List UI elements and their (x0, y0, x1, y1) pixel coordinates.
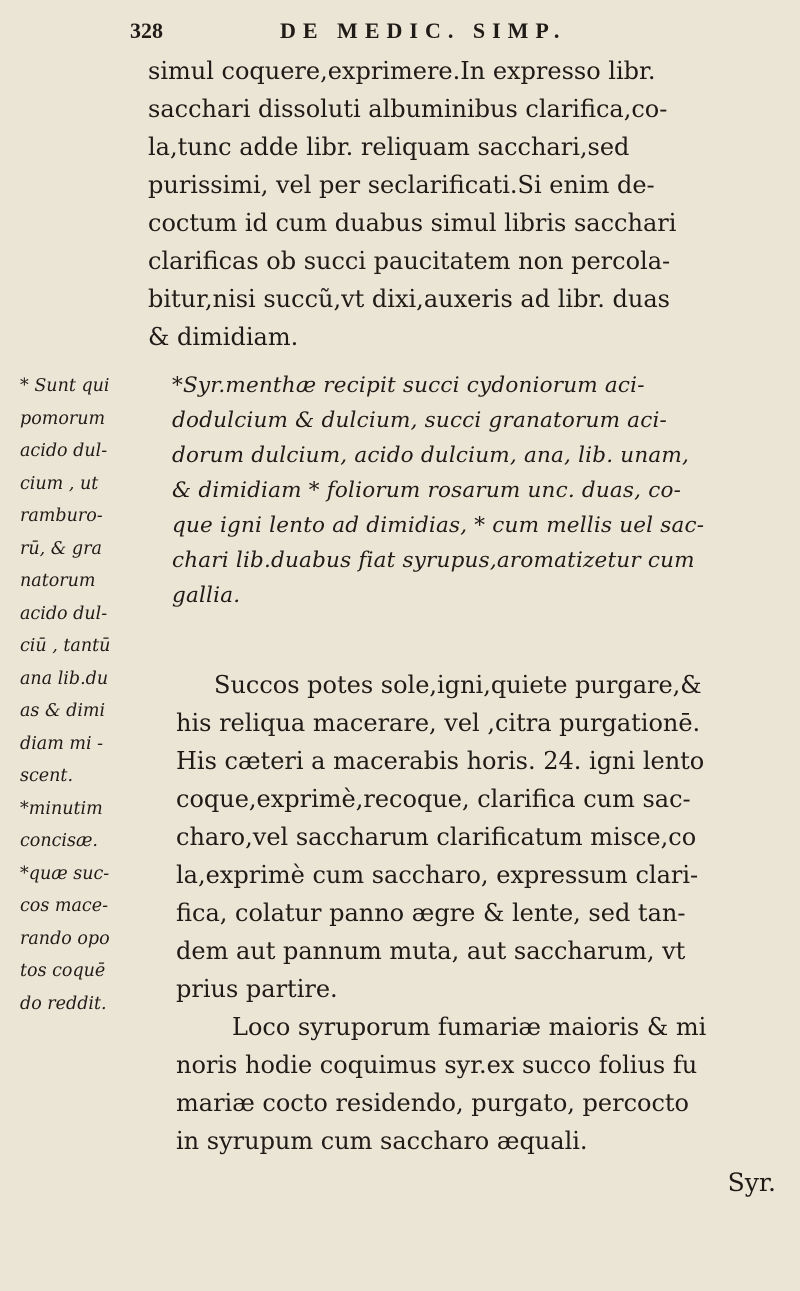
margin-note-line: acido dul- (20, 441, 108, 461)
text-line: in syrupum cum saccharo æquali. (176, 1127, 588, 1155)
paragraph-3 (176, 1008, 776, 1160)
text-line: & dimidiam * foliorum rosarum unc. duas, co- (172, 478, 682, 503)
text-line: purissimi, vel per seclarificati.Si enim de- (148, 171, 655, 199)
text-line: charo,vel saccharum clarificatum misce,co (176, 823, 697, 851)
text-line: chari lib.duabus fiat syrupus,aromatizetur cum (172, 548, 695, 573)
text-line: sacchari dissoluti albuminibus clarifica,co- (148, 95, 668, 123)
text-line: la,exprimè cum saccharo, expressum clari- (176, 861, 699, 889)
margin-note-line: *quæ suc- (20, 863, 110, 884)
margin-note-line: natorum (20, 571, 96, 591)
text-line: dem aut pannum muta, aut saccharum, vt (176, 937, 686, 965)
text-line: que igni lento ad dimidias, * cum mellis uel sac- (172, 513, 705, 538)
text-line: His cæteri a macerabis horis. 24. igni lento (176, 747, 705, 775)
catchword: Syr. (727, 1168, 776, 1197)
margin-note-line: diam mi - (20, 733, 104, 754)
paragraph-2 (176, 666, 776, 1008)
text-line: bitur,nisi succũ,vt dixi,auxeris ad libr. duas (148, 285, 670, 313)
text-line: gallia. (172, 583, 241, 608)
text-line: prius partire. (176, 975, 338, 1003)
text-line: mariæ cocto residendo, purgato, percocto (176, 1089, 689, 1117)
margin-note-line: *minutim (20, 798, 103, 819)
margin-note-line: rū, & gra (20, 538, 102, 559)
running-title: DE MEDIC. SIMP. (280, 18, 567, 43)
text-line: fica, colatur panno ægre & lente, sed tan- (176, 899, 686, 927)
margin-notes (20, 370, 132, 1020)
text-line: noris hodie coquimus syr.ex succo folius fu (176, 1051, 698, 1079)
text-line: simul coquere,exprimere.In expresso libr. (148, 57, 656, 85)
page-number: 328 (130, 18, 163, 43)
margin-note-line: * Sunt qui (20, 376, 110, 396)
page-header (130, 18, 770, 48)
recipe-paragraph (172, 368, 772, 613)
text-line: & dimidiam. (148, 323, 299, 351)
margin-note-line: as & dimi (20, 701, 106, 721)
text-line: clarificas ob succi paucitatem non percola- (148, 247, 671, 275)
margin-note-line: scent. (20, 766, 74, 786)
text-line: coque,exprimè,recoque, clarifica cum sac- (176, 785, 691, 813)
text-line: la,tunc adde libr. reliquam sacchari,sed (148, 133, 630, 161)
text-line: Succos potes sole,igni,quiete purgare,& (214, 671, 702, 699)
margin-note-line: tos coquē (20, 961, 106, 981)
margin-note-line: ramburo- (20, 506, 103, 526)
text-line: coctum id cum duabus simul libris sacchari (148, 209, 677, 237)
text-line: dorum dulcium, acido dulcium, ana, lib. unam, (172, 443, 690, 468)
margin-note-line: rando opo (20, 928, 110, 949)
margin-note-line: pomorum (20, 408, 106, 429)
text-line: dodulcium & dulcium, succi granatorum aci- (172, 408, 667, 433)
margin-note-line: do reddit. (20, 993, 107, 1014)
margin-note-line: acido dul- (20, 603, 108, 624)
text-line: his reliqua macerare, vel ,citra purgationē. (176, 709, 701, 737)
margin-note-line: cos mace- (20, 896, 108, 916)
text-line: *Syr.menthæ recipit succi cydoniorum aci- (172, 373, 645, 398)
margin-note-line: cium , ut (20, 473, 99, 494)
margin-note-line: ana lib.du (20, 668, 109, 689)
text-line: Loco syruporum fumariæ maioris & mi (232, 1013, 707, 1041)
margin-note-line: ciū , tantū (20, 636, 111, 656)
paragraph-1 (148, 52, 768, 356)
margin-note-line: concisæ. (20, 831, 98, 851)
